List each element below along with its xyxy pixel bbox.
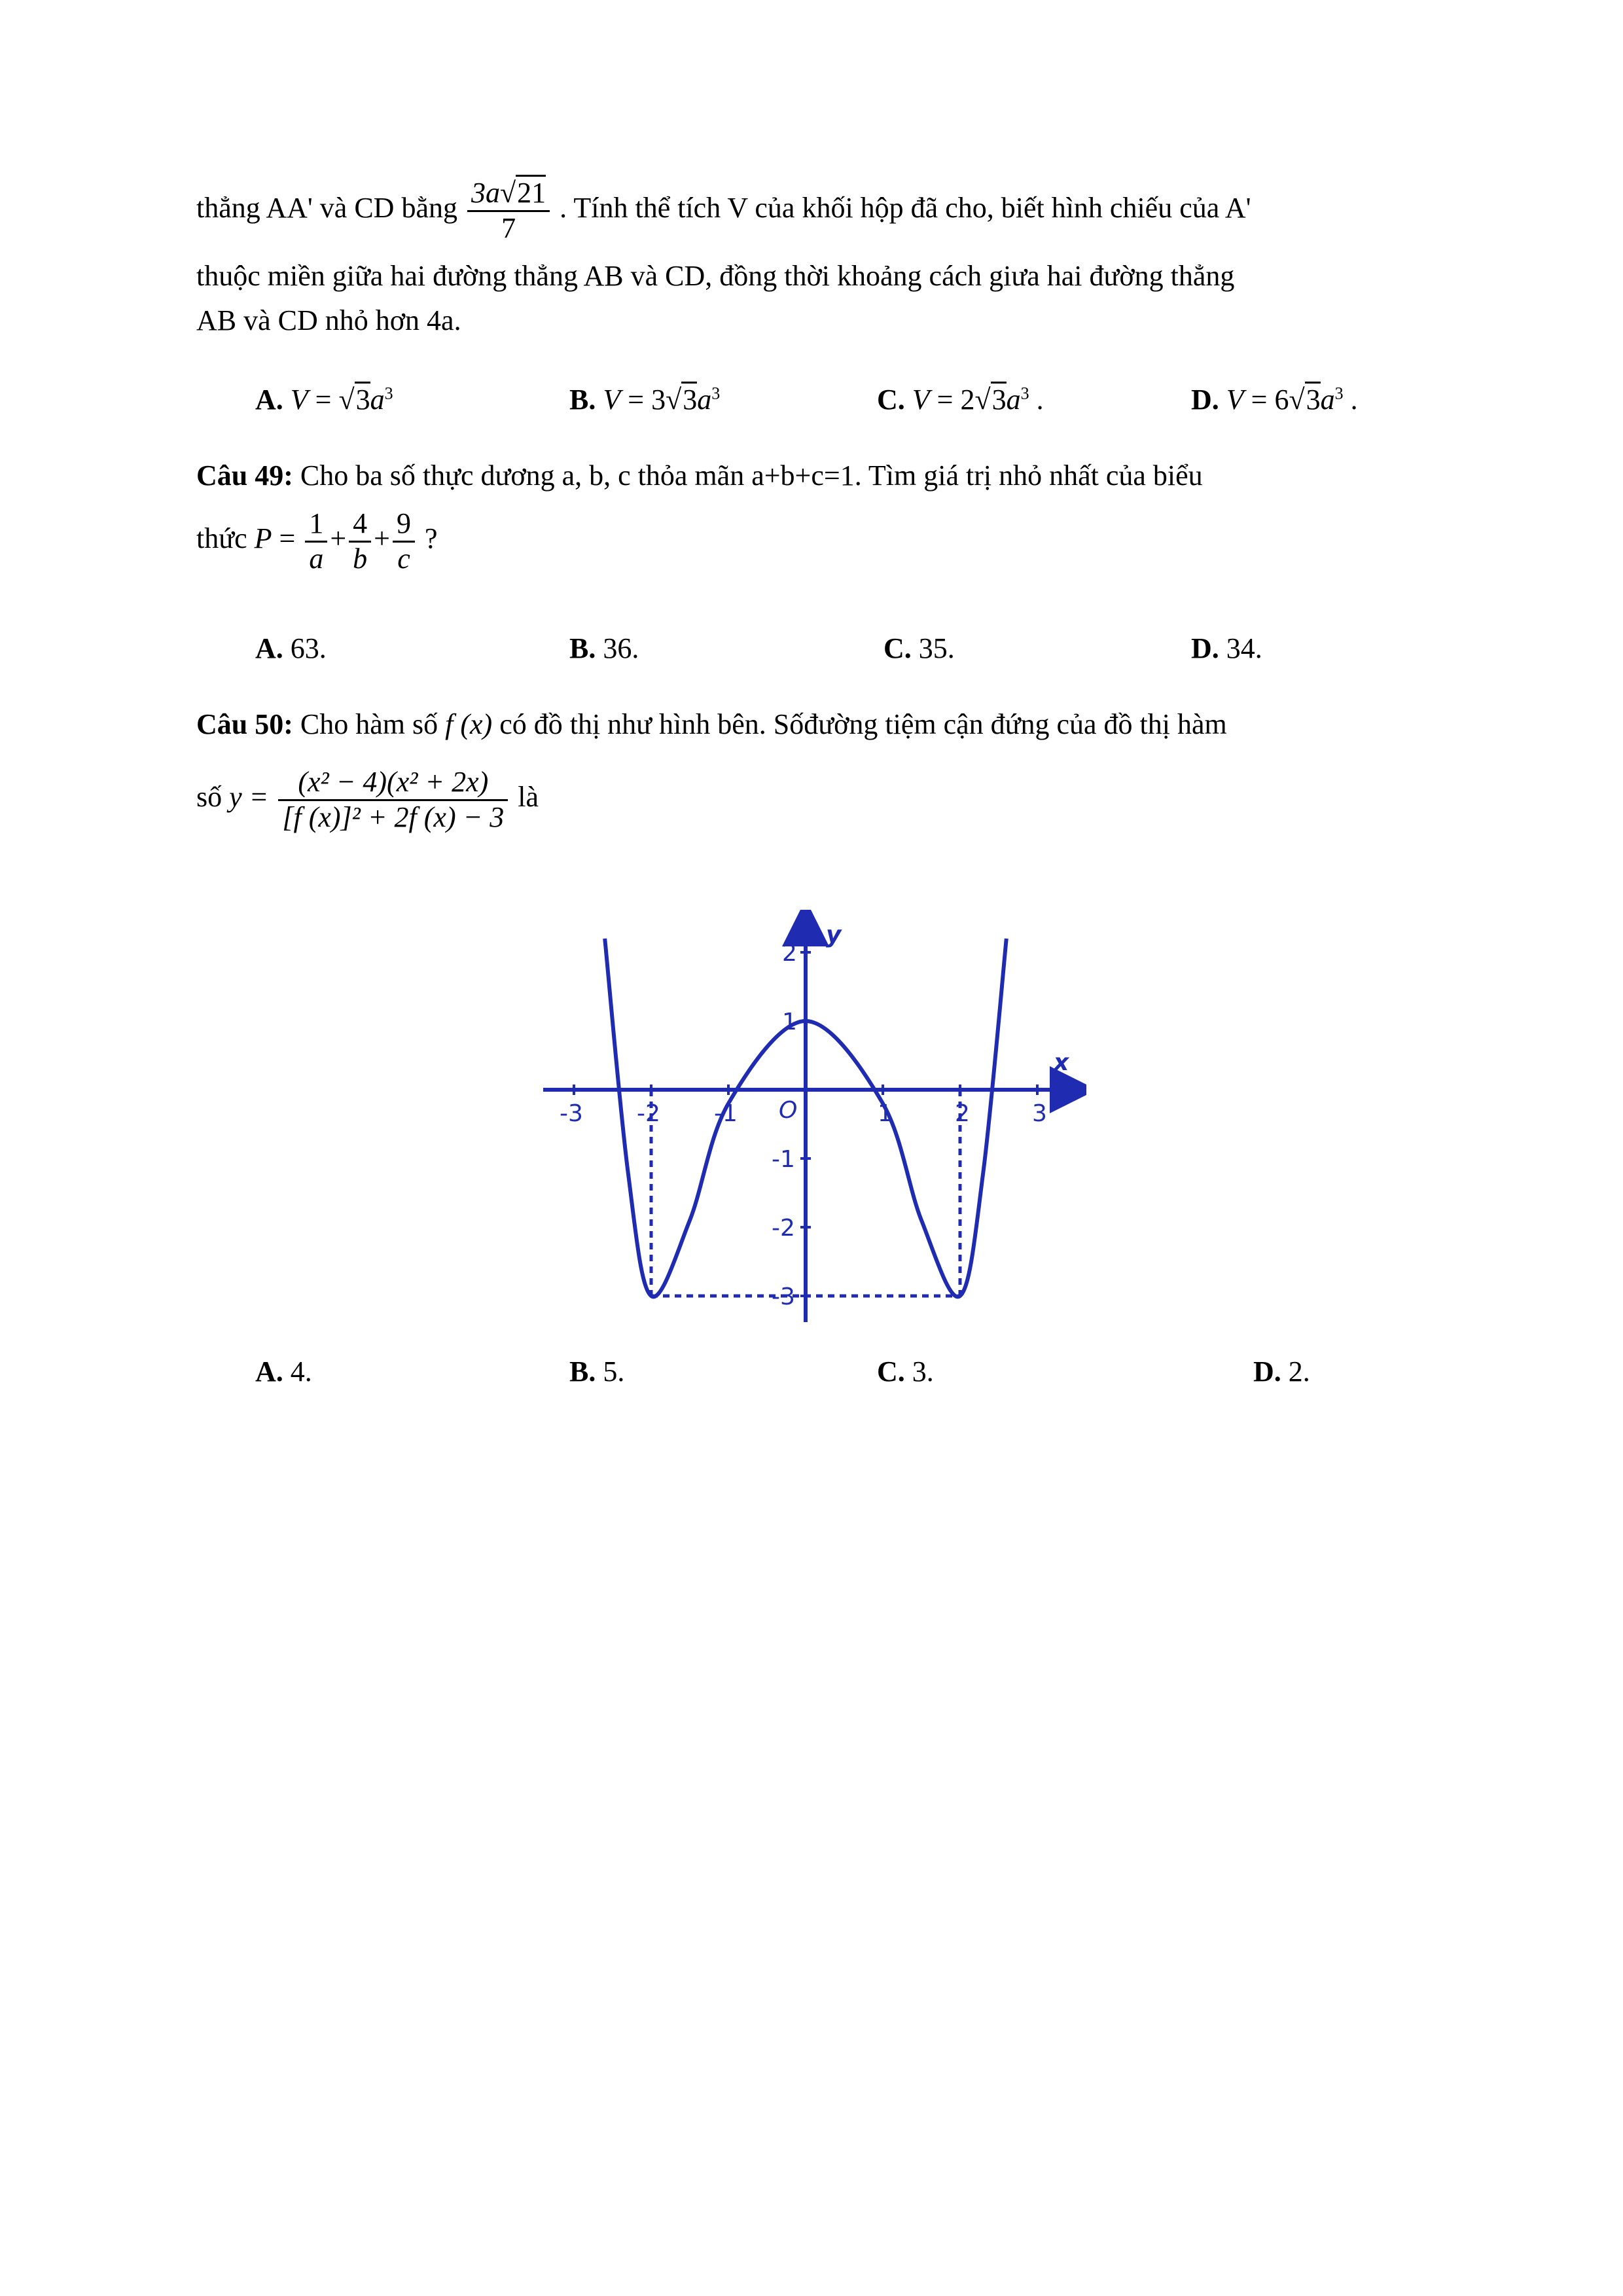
q50-option-b: B. 5. [569, 1355, 625, 1388]
y-tick-label: -3 [772, 1283, 795, 1310]
function-graph [524, 910, 1086, 1355]
q48-distance-fraction: $\frac{3a√21}{7}$ [467, 177, 550, 245]
q48-option-c: C. $V = 2√3a^3$ . [877, 383, 1044, 416]
q48-option-d: D. $V = 6√3a^3$ . [1191, 383, 1358, 416]
q50-expression: số y = $\frac{\text{(x² − 4)(x² + 2x)}}{\text{[f (x)]² + 2f (x) − 3}}$ là [196, 766, 539, 833]
q50-option-d: D. 2. [1253, 1355, 1310, 1388]
x-tick-label: -3 [560, 1100, 583, 1127]
y-tick-label: -2 [772, 1215, 795, 1242]
q49-option-a: A. 63. [255, 632, 327, 664]
q50-line1: Câu 50: Cho hàm số f (x) có đồ thị như hình bên. Sốđường tiệm cận đứng của đồ thị hàm [196, 708, 1227, 740]
q49-fraction-2: $\frac{4}{b}$ [349, 507, 371, 575]
y-tick-label: -1 [772, 1146, 795, 1173]
q48-line1 [196, 177, 1251, 245]
q48-dist-den: 7 [501, 211, 516, 244]
origin-label: O [779, 1097, 798, 1124]
q50-option-a: A. 4. [255, 1355, 312, 1388]
y-tick-label: 1 [782, 1009, 797, 1035]
q49-line1 [196, 461, 1203, 490]
q49-option-d: D. 34. [1191, 632, 1262, 664]
q49-label: Câu 49: [196, 459, 293, 492]
q48-line2: thuộc miền giữa hai đường thẳng AB và CD, đồng thời khoảng cách giưa hai đường thẳng [196, 260, 1235, 292]
q50-option-c: C. 3. [877, 1355, 934, 1388]
x-tick-label: -2 [637, 1100, 660, 1127]
q50-fx: f (x) [445, 708, 493, 740]
q48-option-b: B. $V = 3√3a^3$ [569, 383, 720, 416]
q49-fraction-3: $\frac{9}{c}$ [393, 507, 415, 575]
x-axis-label: x [1054, 1049, 1069, 1076]
q49-expression: thức P = $\frac{1}{a}$ + $\frac{4}{b}$ + $\frac{9}{c}$ ? [196, 507, 438, 575]
q50-numerator: (x² − 4)(x² + 2x) [278, 766, 508, 801]
q50-fraction [278, 766, 508, 834]
q49-text: Cho ba số thực dương a, b, c thỏa mãn a+b+c=1. Tìm giá trị nhỏ nhất của biểu [293, 459, 1203, 492]
q48-dist-coef: 3a [471, 177, 500, 209]
q48-option-a: A. $V = √3a^3$ [255, 383, 393, 416]
x-tick-label: 2 [955, 1100, 970, 1127]
q48-text-a: thẳng AA' và CD bằng [196, 192, 457, 224]
x-tick-label: -1 [714, 1100, 738, 1127]
q49-option-c: C. 35. [883, 632, 955, 664]
q48-text-b: . Tính thể tích V của khối hộp đã cho, biết hình chiếu của A' [560, 192, 1251, 224]
q49-fraction-1: $\frac{1}{a}$ [305, 507, 327, 575]
y-tick-label: 2 [782, 940, 797, 967]
x-tick-label: 1 [878, 1100, 893, 1127]
x-tick-label: 3 [1032, 1100, 1047, 1127]
q48-line3: AB và CD nhỏ hơn 4a. [196, 304, 461, 336]
q49-option-b: B. 36. [569, 632, 639, 664]
q50-denominator: [f (x)]² + 2f (x) − 3 [282, 800, 505, 833]
q48-dist-rad: 21 [516, 175, 546, 209]
q50-label: Câu 50: [196, 708, 293, 740]
y-axis-label: y [826, 922, 842, 948]
